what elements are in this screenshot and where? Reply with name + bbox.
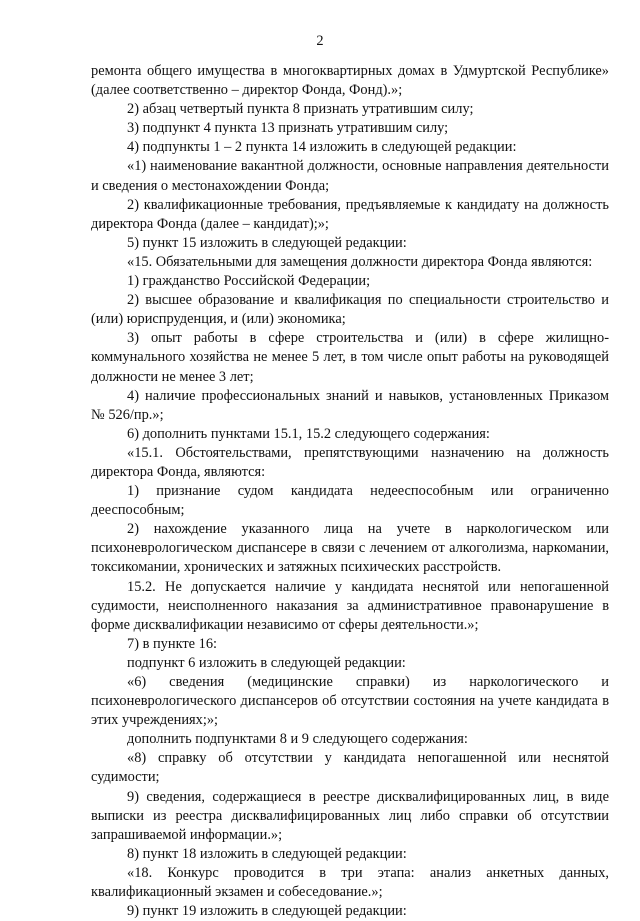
paragraph: «15. Обязательными для замещения должности директора Фонда являются: — [127, 253, 593, 270]
paragraph: 3) опыт работы в сфере строительства и (или) в сфере жилищно-коммунального хозяйства не менее 5 лет, в том числе опыт работы на руководящей должности не менее 3 лет; — [91, 330, 609, 385]
document-body — [91, 62, 609, 921]
paragraph: 3) подпункт 4 пункта 13 признать утратившим силу; — [127, 120, 449, 137]
paragraph: 9) сведения, содержащиеся в реестре дисквалифицированных лиц, в виде выписки из реестра дисквалифицированных лиц либо справки об отсутствии запрашиваемой информации.»; — [91, 788, 609, 843]
paragraph: 2) нахождение указанного лица на учете в наркологическом или психоневрологическом диспансере в связи с лечением от алкоголизма, наркомании, токсикомании, хронических и затяжных психических расстройств. — [91, 521, 609, 576]
paragraph: 1) гражданство Российской Федерации; — [127, 273, 371, 290]
paragraph: ремонта общего имущества в многоквартирных домах в Удмуртской Республике» (далее соответственно – директор Фонда, Фонд).»; — [91, 63, 609, 99]
paragraph: 2) квалификационные требования, предъявляемые к кандидату на должность директора Фонда (далее – кандидат);»; — [91, 196, 609, 232]
paragraph: 4) наличие профессиональных знаний и навыков, установленных Приказом № 526/пр.»; — [91, 387, 609, 423]
paragraph: 8) пункт 18 изложить в следующей редакции: — [127, 845, 407, 862]
paragraph: «15.1. Обстоятельствами, препятствующими назначению на должность директора Фонда, являются: — [91, 444, 609, 480]
paragraph: 6) дополнить пунктами 15.1, 15.2 следующего содержания: — [127, 425, 490, 442]
paragraph: 1) признание судом кандидата недееспособным или ограниченно дееспособным; — [91, 483, 609, 519]
paragraph: «18. Конкурс проводится в три этапа: анализ анкетных данных, квалификационный экзамен и собеседование.»; — [91, 864, 609, 901]
paragraph: «1) наименование вакантной должности, основные направления деятельности и сведения о местонахождении Фонда; — [91, 158, 609, 194]
paragraph: 5) пункт 15 изложить в следующей редакции: — [127, 234, 407, 251]
paragraph: 4) подпункты 1 – 2 пункта 14 изложить в следующей редакции: — [127, 139, 517, 156]
paragraph: 9) пункт 19 изложить в следующей редакции: — [127, 903, 407, 920]
paragraph: подпункт 6 изложить в следующей редакции: — [127, 654, 406, 671]
paragraph: «8) справку об отсутствии у кандидата непогашенной или неснятой судимости; — [91, 750, 609, 786]
paragraph: 7) в пункте 16: — [127, 635, 218, 652]
paragraph: 15.2. Не допускается наличие у кандидата неснятой или непогашенной судимости, неисполненного наказания за административное правонарушение в форме дисквалификации независимо от сферы деятельности.»; — [91, 578, 609, 633]
paragraph: 2) высшее образование и квалификация по специальности строительство и (или) юриспруденция, и (или) экономика; — [91, 292, 609, 328]
paragraph: дополнить подпунктами 8 и 9 следующего содержания: — [127, 731, 468, 748]
page-number: 2 — [316, 33, 324, 49]
paragraph: «6) сведения (медицинские справки) из наркологического и психоневрологического диспансеров об отсутствии состояния на учете кандидата в этих учреждениях;»; — [91, 674, 609, 729]
paragraph: 2) абзац четвертый пункта 8 признать утратившим силу; — [127, 101, 474, 118]
